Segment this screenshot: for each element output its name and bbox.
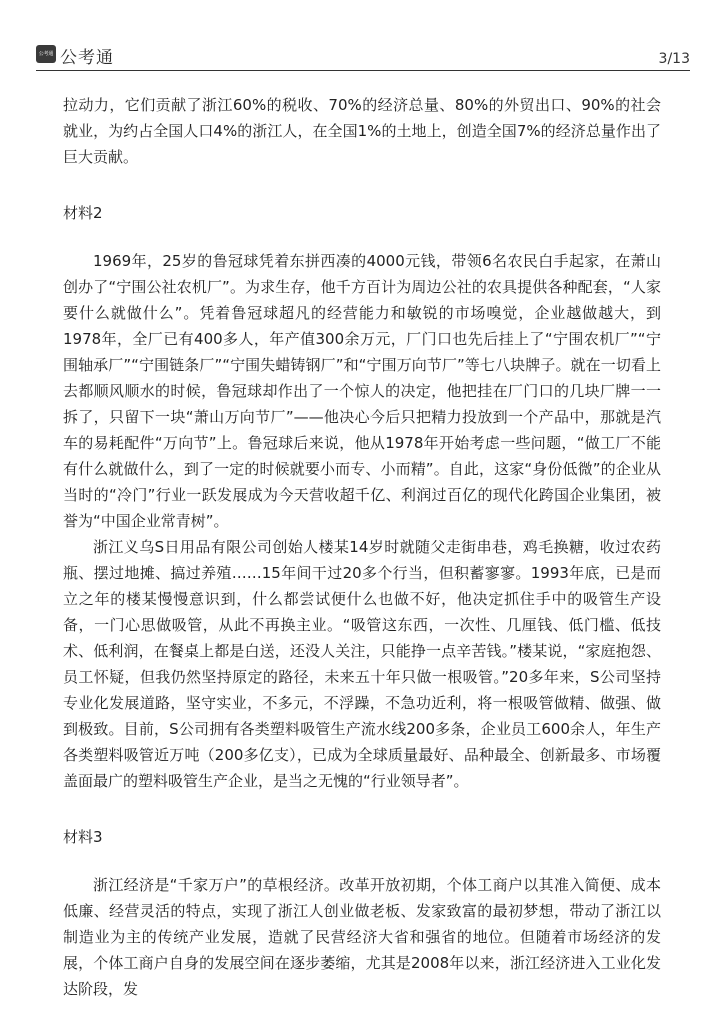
page-header: [36, 40, 690, 71]
paragraph-grassroots-economy: 浙江经济是“千家万户”的草根经济。改革开放初期，个体工商户以其准入简便、成本低廉、经营灵活的特点，实现了浙江人创业做老板、发家致富的最初梦想，带动了浙江以制造业为主的传统产业发展，造就了民营经济大省和强省的地位。但随着市场经济的发展，个体工商户自身的发展空间在逐步萎缩，尤其是2008年以来，浙江经济进入工业化发达阶段，发: [63, 876, 661, 998]
paragraph-straw-company: 浙江义乌S日用品有限公司创始人楼某14岁时就随父走街串巷，鸡毛换糖，收过农药瓶、摆过地摊、搞过养殖……15年间干过20多个行当，但积蓄寥寥。1993年底，已是而立之年的楼某慢慢意识到，什么都尝试便什么也做不好，他决定抓住手中的吸管生产设备，一门心思做吸管，从此不再换主业。“吸管这东西，一次性、几厘钱、低门槛、低技术、低利润，在餐桌上都是白送，还没人关注，只能挣一点辛苦钱。”楼某说，“家庭抱怨、员工怀疑，但我仍然坚持原定的路径，未来五十年只做一根吸管。”20多年来，S公司坚持专业化发展道路，坚守实业，不多元，不浮躁，不急功近利，将一根吸管做精、做强、做到极致。目前，S公司拥有各类塑料吸管生产流水线200多条，企业员工600余人，年生产各类塑料吸管近万吨（200多亿支），已成为全球质量最好、品种最全、创新最多、市场覆盖面最广的塑料吸管生产企业，是当之无愧的“行业领导者”。: [63, 538, 661, 790]
paragraph-continued: 拉动力，它们贡献了浙江60%的税收、70%的经济总量、80%的外贸出口、90%的社会就业，为约占全国人口4%的浙江人，在全国1%的土地上，创造全国7%的经济总量作出了巨大贡献。: [63, 96, 661, 166]
section-heading-material-3: 材料3: [63, 828, 103, 846]
page-number: 3/13: [658, 51, 690, 67]
section-heading-material-2: 材料2: [63, 204, 103, 222]
logo-text: 公考通: [60, 48, 114, 68]
logo-icon: 公考通: [36, 45, 56, 63]
paragraph-lu-guanqiu: 1969年，25岁的鲁冠球凭着东拼西凑的4000元钱，带领6名农民白手起家，在萧山创办了“宁围公社农机厂”。为求生存，他千方百计为周边公社的农具提供各种配套，“人家要什么就做什么”。凭着鲁冠球超凡的经营能力和敏锐的市场嗅觉，企业越做越大，到1978年，全厂已有400多人，年产值300余万元，厂门口也先后挂上了“宁围农机厂”“宁围轴承厂”“宁围链条厂”“宁围失蜡铸钢厂”和“宁围万向节厂”等七八块牌子。就在一切看上去都顺风顺水的时候，鲁冠球却作出了一个惊人的决定，他把挂在厂门口的几块厂牌一一拆了，只留下一块“萧山万向节厂”——他决心今后只把精力投放到一个产品中，那就是汽车的易耗配件“万向节”上。鲁冠球后来说，他从1978年开始考虑一些问题，“做工厂不能有什么就做什么，到了一定的时候就要小而专、小而精”。自此，这家“身份低微”的企业从当时的“冷门”行业一跃发展成为今天营收超千亿、利润过百亿的现代化跨国企业集团，被誉为“中国企业常青树”。: [63, 252, 661, 530]
document-body: [63, 92, 661, 1002]
